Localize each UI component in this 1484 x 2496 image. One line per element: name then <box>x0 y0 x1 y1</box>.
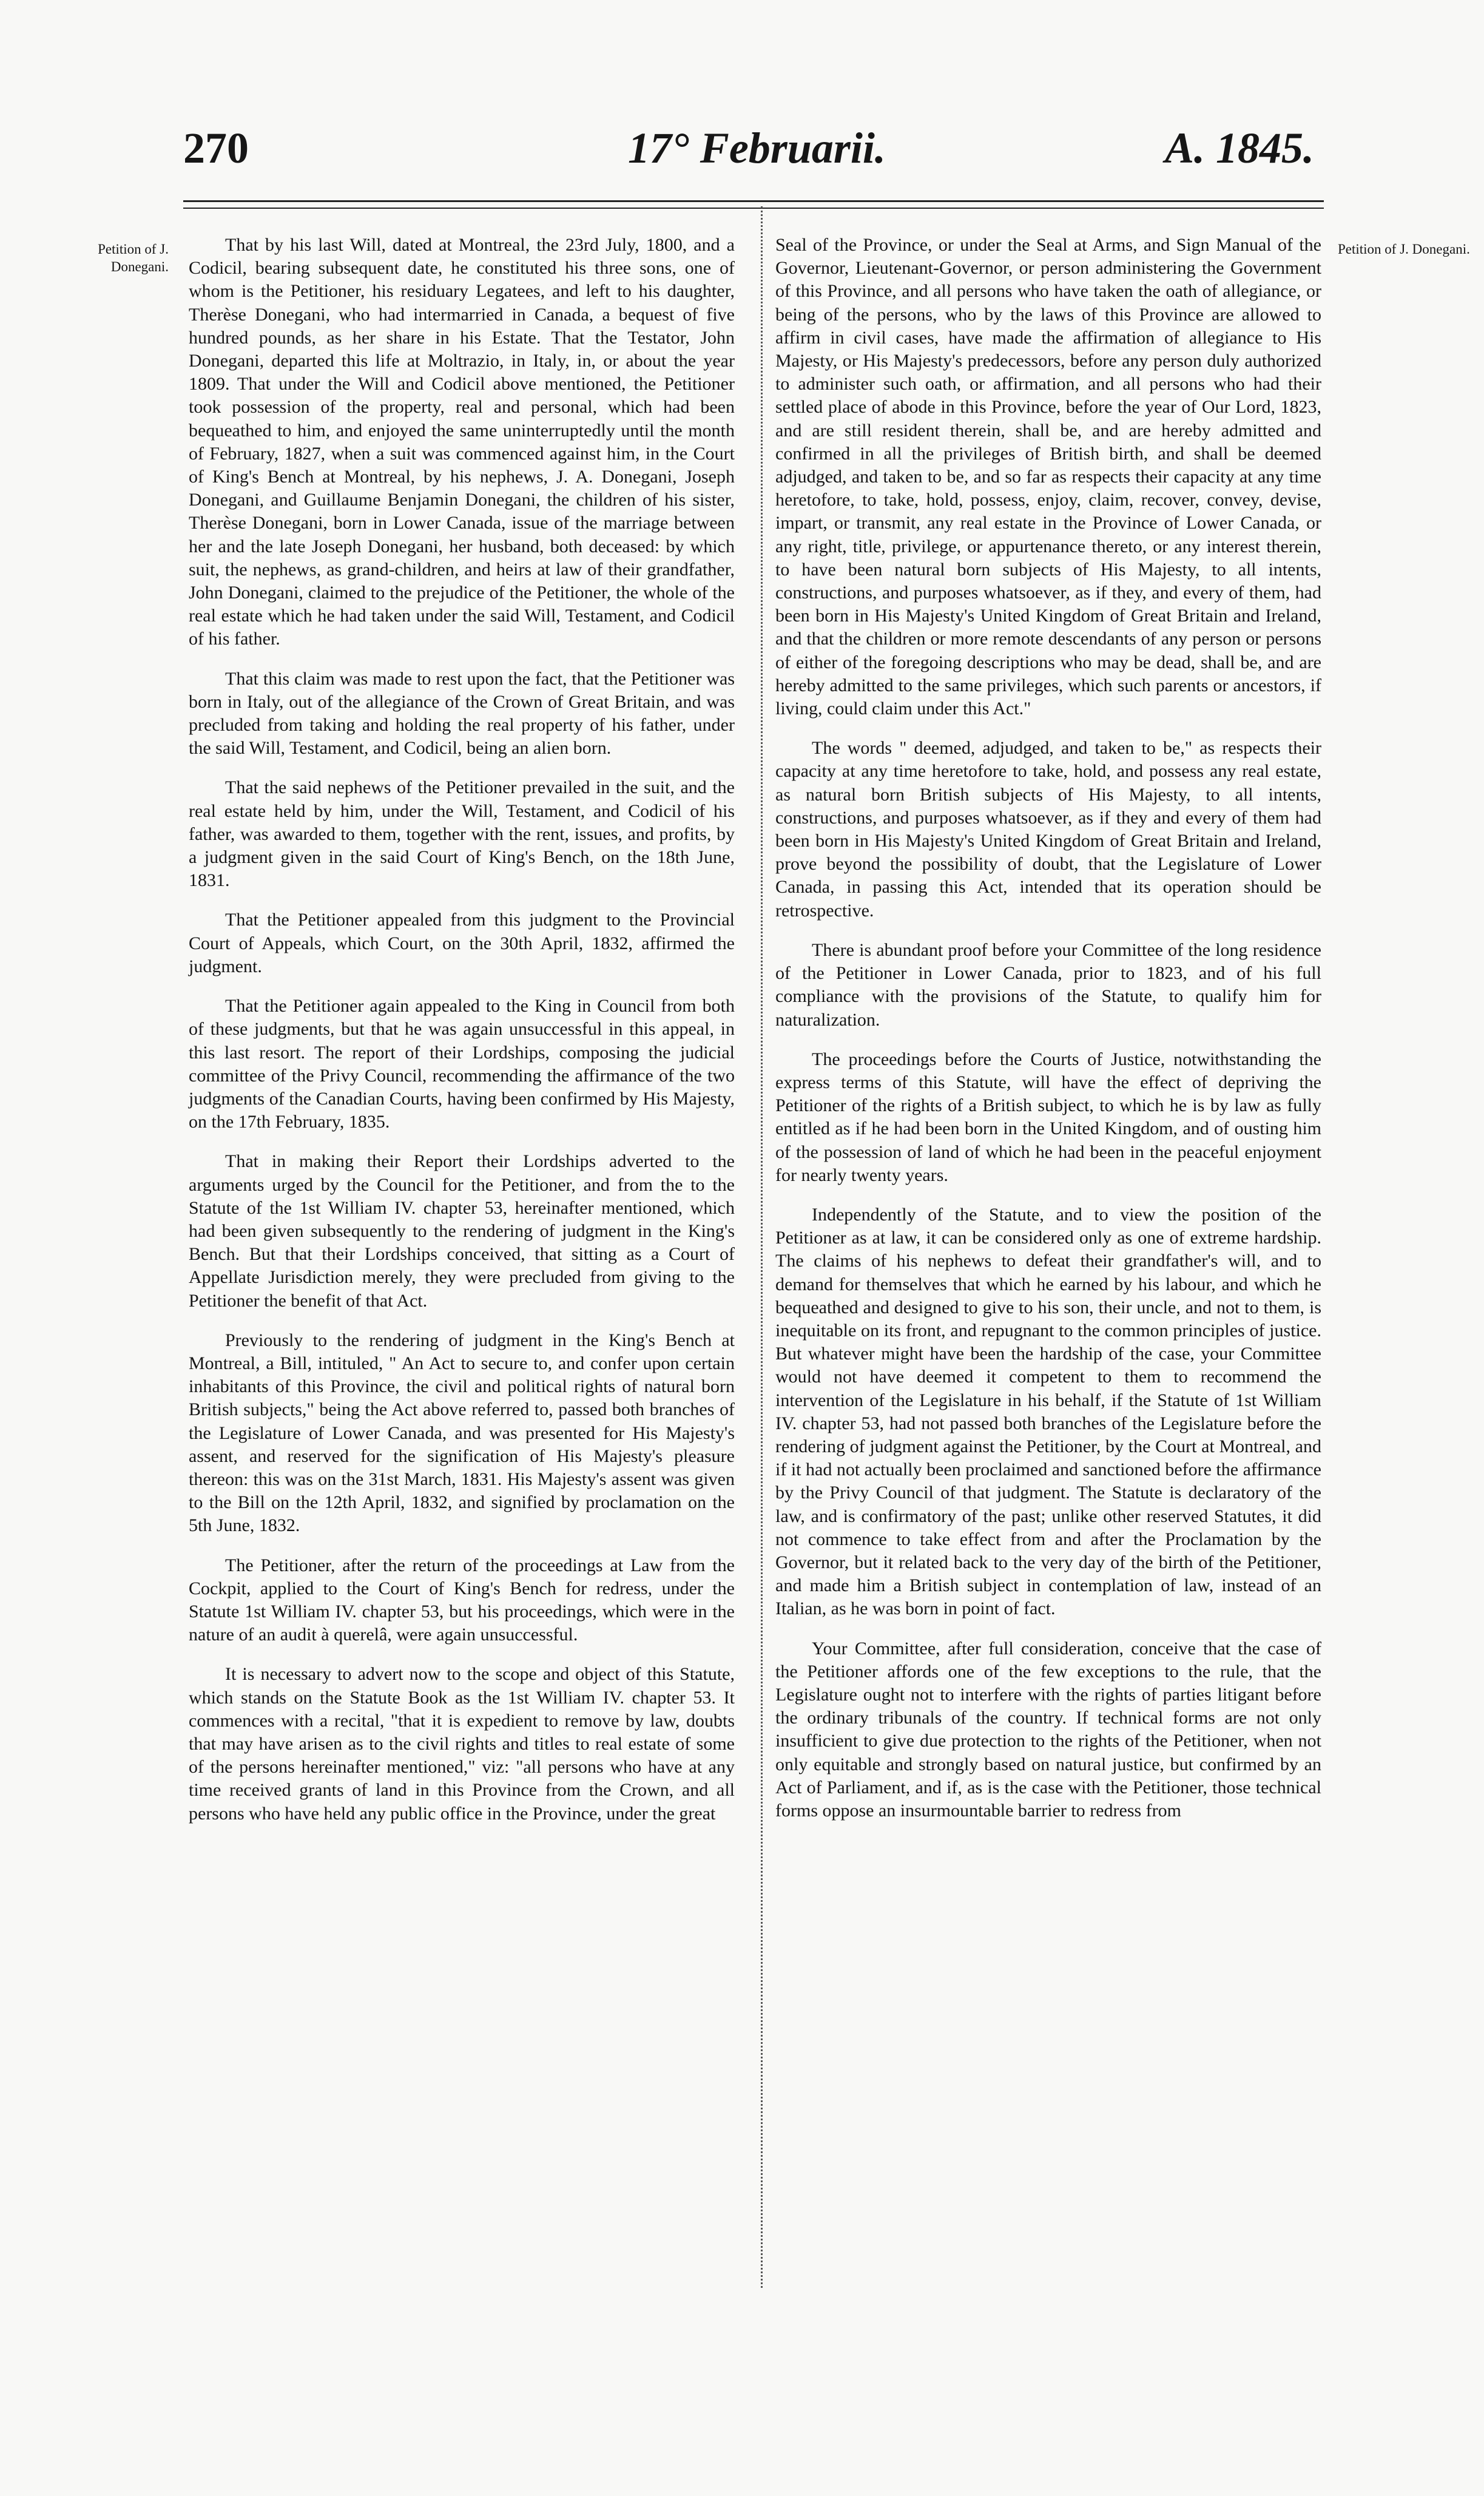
paragraph: That by his last Will, dated at Montreal, the 23rd July, 1800, and a Codicil, bearing subsequent date, he constituted his three sons, one of whom is the Petitioner, his residuary Legatees, and left to his daughter, Therèse Donegani, who had intermarried in Canada, a bequest of five hundred pounds, as her share in his Estate. That the Testator, John Donegani, departed this life at Moltrazio, in Italy, in, or about the year 1809. That under the Will and Codicil above mentioned, the Petitioner took possession of the property, real and personal, which had been bequeathed to him, and enjoyed the same uninterruptedly until the month of February, 1827, when a suit was commenced against him, in the Court of King's Bench at Montreal, by his nephews, J. A. Donegani, Joseph Donegani, and Guillaume Benjamin Donegani, the children of his sister, Therèse Donegani, born in Lower Canada, issue of the marriage between her and the late Joseph Donegani, her husband, both deceased: by which suit, the nephews, as grand-children, and heirs at law of their grandfather, John Donegani, claimed to the prejudice of the Petitioner, the whole of the real estate which he had taken under the said Will, Testament, and Codicil of his father. <box>189 235 735 649</box>
paragraph: That this claim was made to rest upon the fact, that the Petitioner was born in Italy, out of the allegiance of the Crown of Great Britain, and was precluded from taking and holding the real property of his father, under the said Will, Testament, and Codicil, being an alien born. <box>189 668 735 759</box>
paragraph: That the said nephews of the Petitioner prevailed in the suit, and the real estate held by him, under the Will, Testament, and Codicil of his father, was awarded to them, together with the rent, issues, and profits, by a judgment given in the said Court of King's Bench, on the 18th June, 1831. <box>189 777 735 891</box>
journal-year: A. 1845. <box>1165 124 1315 172</box>
margin-note-right: Petition of J. Donegani. <box>1338 242 1470 257</box>
paragraph: The words " deemed, adjudged, and taken to be," as respects their capacity at any time heretofore to take, hold, and possess any real estate, as natural born British subjects of His Majesty, to all intents, constructions, and purposes whatsoever, as if they and every of them had been born in His Majesty's United Kingdom of Great Britain and Ireland, prove beyond the possibility of doubt, that the Legislature of Lower Canada, in passing this Act, intended that its operation should be retrospective. <box>775 738 1321 921</box>
paragraph: It is necessary to advert now to the scope and object of this Statute, which stands on the Statute Book as the 1st William IV. chapter 53. It commences with a recital, "that it is expedient to remove by law, doubts that may have arisen as to the civil rights and titles to real estate of some of the persons hereinafter mentioned," viz: "all persons who have at any time received grants of land in this Province from the Crown, and all persons who have held any public office in the Province, under the great <box>189 1664 735 1824</box>
paragraph: That the Petitioner again appealed to the King in Council from both of these judgments, but that he was again unsuccessful in this appeal, in this last resort. The report of their Lordships, composing the judicial committee of the Privy Council, recommending the affirmance of the two judgments of the Canadian Courts, having been confirmed by His Majesty, on the 17th February, 1835. <box>189 996 735 1132</box>
column-divider <box>761 206 763 2288</box>
paragraph: Independently of the Statute, and to view the position of the Petitioner as at law, it can be considered only as one of extreme hardship. The claims of his nephews to defeat their grandfather's will, and to demand for themselves that which he earned by his labour, and which he bequeathed and designed to give to his son, their uncle, and not to them, is inequitable on its front, and repugnant to the common principles of justice. But whatever might have been the hardship of the case, your Committee would not have deemed it competent to them to recommend the intervention of the Legislature in his behalf, if the Statute of 1st William IV. chapter 53, had not passed both branches of the Legislature before the rendering of judgment against the Petitioner, by the Court at Montreal, and if it had not actually been proclaimed and sanctioned before the affirmance by the Privy Council of that judgment. The Statute is declaratory of the law, and is confirmatory of the past; unlike other reserved Statutes, it did not commence to take effect from and after the Proclamation by the Governor, but it related back to the very day of the birth of the Petitioner, and made him a British subject in contemplation of law, instead of an Italian, as he was born in point of fact. <box>775 1204 1321 1619</box>
page-number: 270 <box>183 124 249 172</box>
paragraph: Previously to the rendering of judgment in the King's Bench at Montreal, a Bill, intituled, " An Act to secure to, and confer upon certain inhabitants of this Province, the civil and political rights of natural born British subjects," being the Act above referred to, passed both branches of the Legislature of Lower Canada, and was presented for His Majesty's assent, and reserved for the signification of His Majesty's pleasure thereon: this was on the 31st March, 1831. His Majesty's assent was given to the Bill on the 12th April, 1832, and signified by proclamation on the 5th June, 1832. <box>189 1330 735 1536</box>
journal-date: 17° Februarii. <box>628 124 886 172</box>
right-column <box>775 234 1321 1839</box>
paragraph: That in making their Report their Lordships adverted to the arguments urged by the Council for the Petitioner, and from the to the Statute of the 1st William IV. chapter 53, hereinafter mentioned, which had been given subsequently to the rendering of judgment in the King's Bench. But that their Lordships conceived, that sitting as a Court of Appellate Jurisdiction merely, they were precluded from giving to the Petitioner the benefit of that Act. <box>189 1151 735 1311</box>
header-rule-thin <box>183 208 1324 209</box>
paragraph: Your Committee, after full consideration, conceive that the case of the Petitioner affords one of the few exceptions to the rule, that the Legislature ought not to interfere with the rights of parties litigant before the ordinary tribunals of the country. If technical forms are not only insufficient to give due protection to the rights of the Petitioner, when not only equitable and strongly based on natural justice, but confirmed by an Act of Parliament, and if, as is the case with the Petitioner, those technical forms oppose an insurmountable barrier to redress from <box>775 1638 1321 1821</box>
paragraph: That the Petitioner appealed from this judgment to the Provincial Court of Appeals, which Court, on the 30th April, 1832, affirmed the judgment. <box>189 910 735 976</box>
paragraph: The proceedings before the Courts of Justice, notwithstanding the express terms of this Statute, will have the effect of depriving the Petitioner of the rights of a British subject, to which he is by law as fully entitled as if he had been born in the United Kingdom, and of ousting him of the possession of land of which he had been in the peaceful enjoyment for nearly twenty years. <box>775 1049 1321 1185</box>
header-rule-thick <box>183 200 1324 202</box>
paragraph: Seal of the Province, or under the Seal at Arms, and Sign Manual of the Governor, Lieutenant-Governor, or person administering the Government of this Province, and all persons who have taken the oath of allegiance, or being of the persons, who by the laws of this Province are allowed to affirm in civil cases, have made the affirmation of allegiance to His Majesty, or His Majesty's predecessors, before any person duly authorized to administer such oath, or affirmation, and all persons who had their settled place of abode in this Province, before the year of Our Lord, 1823, and are still resident therein, shall be, and are hereby admitted and confirmed in all the privileges of British birth, and shall be deemed adjudged, and taken to be, and so far as respects their capacity at any time heretofore, to take, hold, possess, enjoy, claim, recover, convey, devise, impart, or transmit, any real estate in the Province of Lower Canada, or any right, title, privilege, or appurtenance thereto, or any interest therein, to have been natural born subjects of His Majesty, to all intents, constructions, and purposes whatsoever, as if they, and every of them, had been born in His Majesty's United Kingdom of Great Britain and Ireland, and that the children or more remote descendants of any person or persons of either of the foregoing descriptions who may be dead, shall be, and are hereby admitted to the same privileges, which such parents or ancestors, if living, could claim under this Act." <box>775 235 1321 719</box>
left-column <box>189 234 735 1842</box>
paragraph: There is abundant proof before your Committee of the long residence of the Petitioner in Lower Canada, prior to 1823, and of his full compliance with the provisions of the Statute, to qualify him for naturalization. <box>775 939 1321 1030</box>
paragraph: The Petitioner, after the return of the proceedings at Law from the Cockpit, applied to the Court of King's Bench for redress, under the Statute 1st William IV. chapter 53, but his proceedings, which were in the nature of an audit à querelâ, were again unsuccessful. <box>189 1555 735 1645</box>
margin-note-left: Petition of J. Donegani. <box>98 242 169 274</box>
